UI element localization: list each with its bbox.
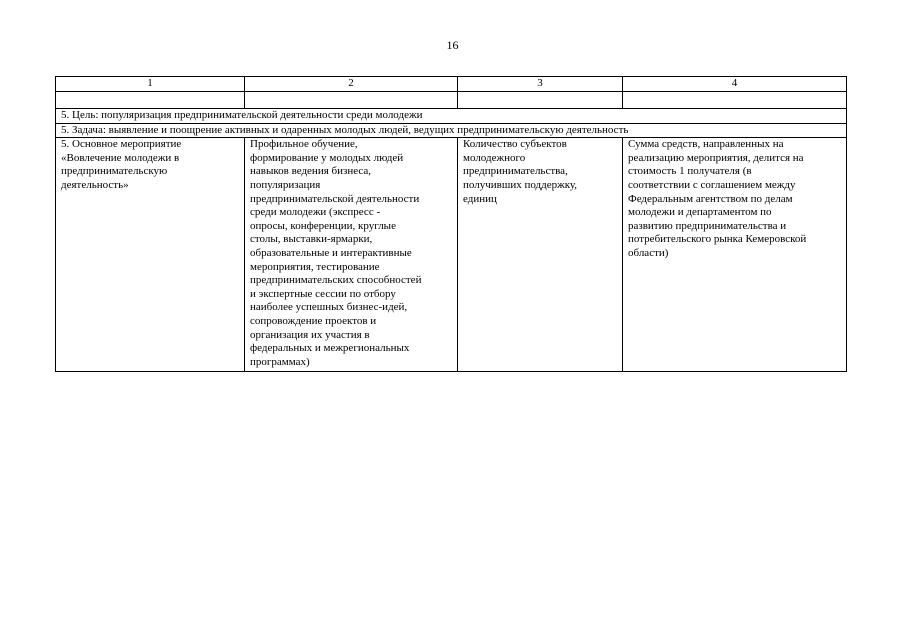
event-name-cell: 5. Основное мероприятие «Вовлечение молодежи в предпринимательскую деятельность» [56,138,245,372]
column-number-3: 3 [458,77,623,92]
event-row [56,138,847,372]
blank-cell [623,92,847,109]
task-row [56,123,847,138]
blank-cell [56,92,245,109]
column-number-1: 1 [56,77,245,92]
goal-text: 5. Цель: популяризация предпринимательской деятельности среди молодежи [56,109,847,124]
blank-cell [245,92,458,109]
event-description-cell: Профильное обучение, формирование у молодых людей навыков ведения бизнеса, популяризация предпринимательской деятельности среди молодежи (экспресс - опросы, конференции, круглые столы, выставки-ярмарки, образовательные и интерактивные мероприятия, тестирование предпринимательских способностей и экспертные сессии по отбору наиболее успешных бизнес-идей, сопровождение проектов и организация их участия в федеральных и межрегиональных программах) [245,138,458,372]
task-text: 5. Задача: выявление и поощрение активных и одаренных молодых людей, ведущих предпринимательскую деятельность [56,123,847,138]
page-number: 16 [446,38,459,52]
blank-row [56,92,847,109]
goal-row [56,109,847,124]
indicator-cell: Количество субъектов молодежного предпринимательства, получивших поддержку, единиц [458,138,623,372]
column-number-2: 2 [245,77,458,92]
calculation-method-cell: Сумма средств, направленных на реализацию мероприятия, делится на стоимость 1 получателя (в соответствии с соглашением между Федеральным агентством по делам молодежи и департаментом по развитию предпринимательства и потребительского рынка Кемеровской области) [623,138,847,372]
column-number-row [56,77,847,92]
blank-cell [458,92,623,109]
program-table [55,76,847,372]
column-number-4: 4 [623,77,847,92]
